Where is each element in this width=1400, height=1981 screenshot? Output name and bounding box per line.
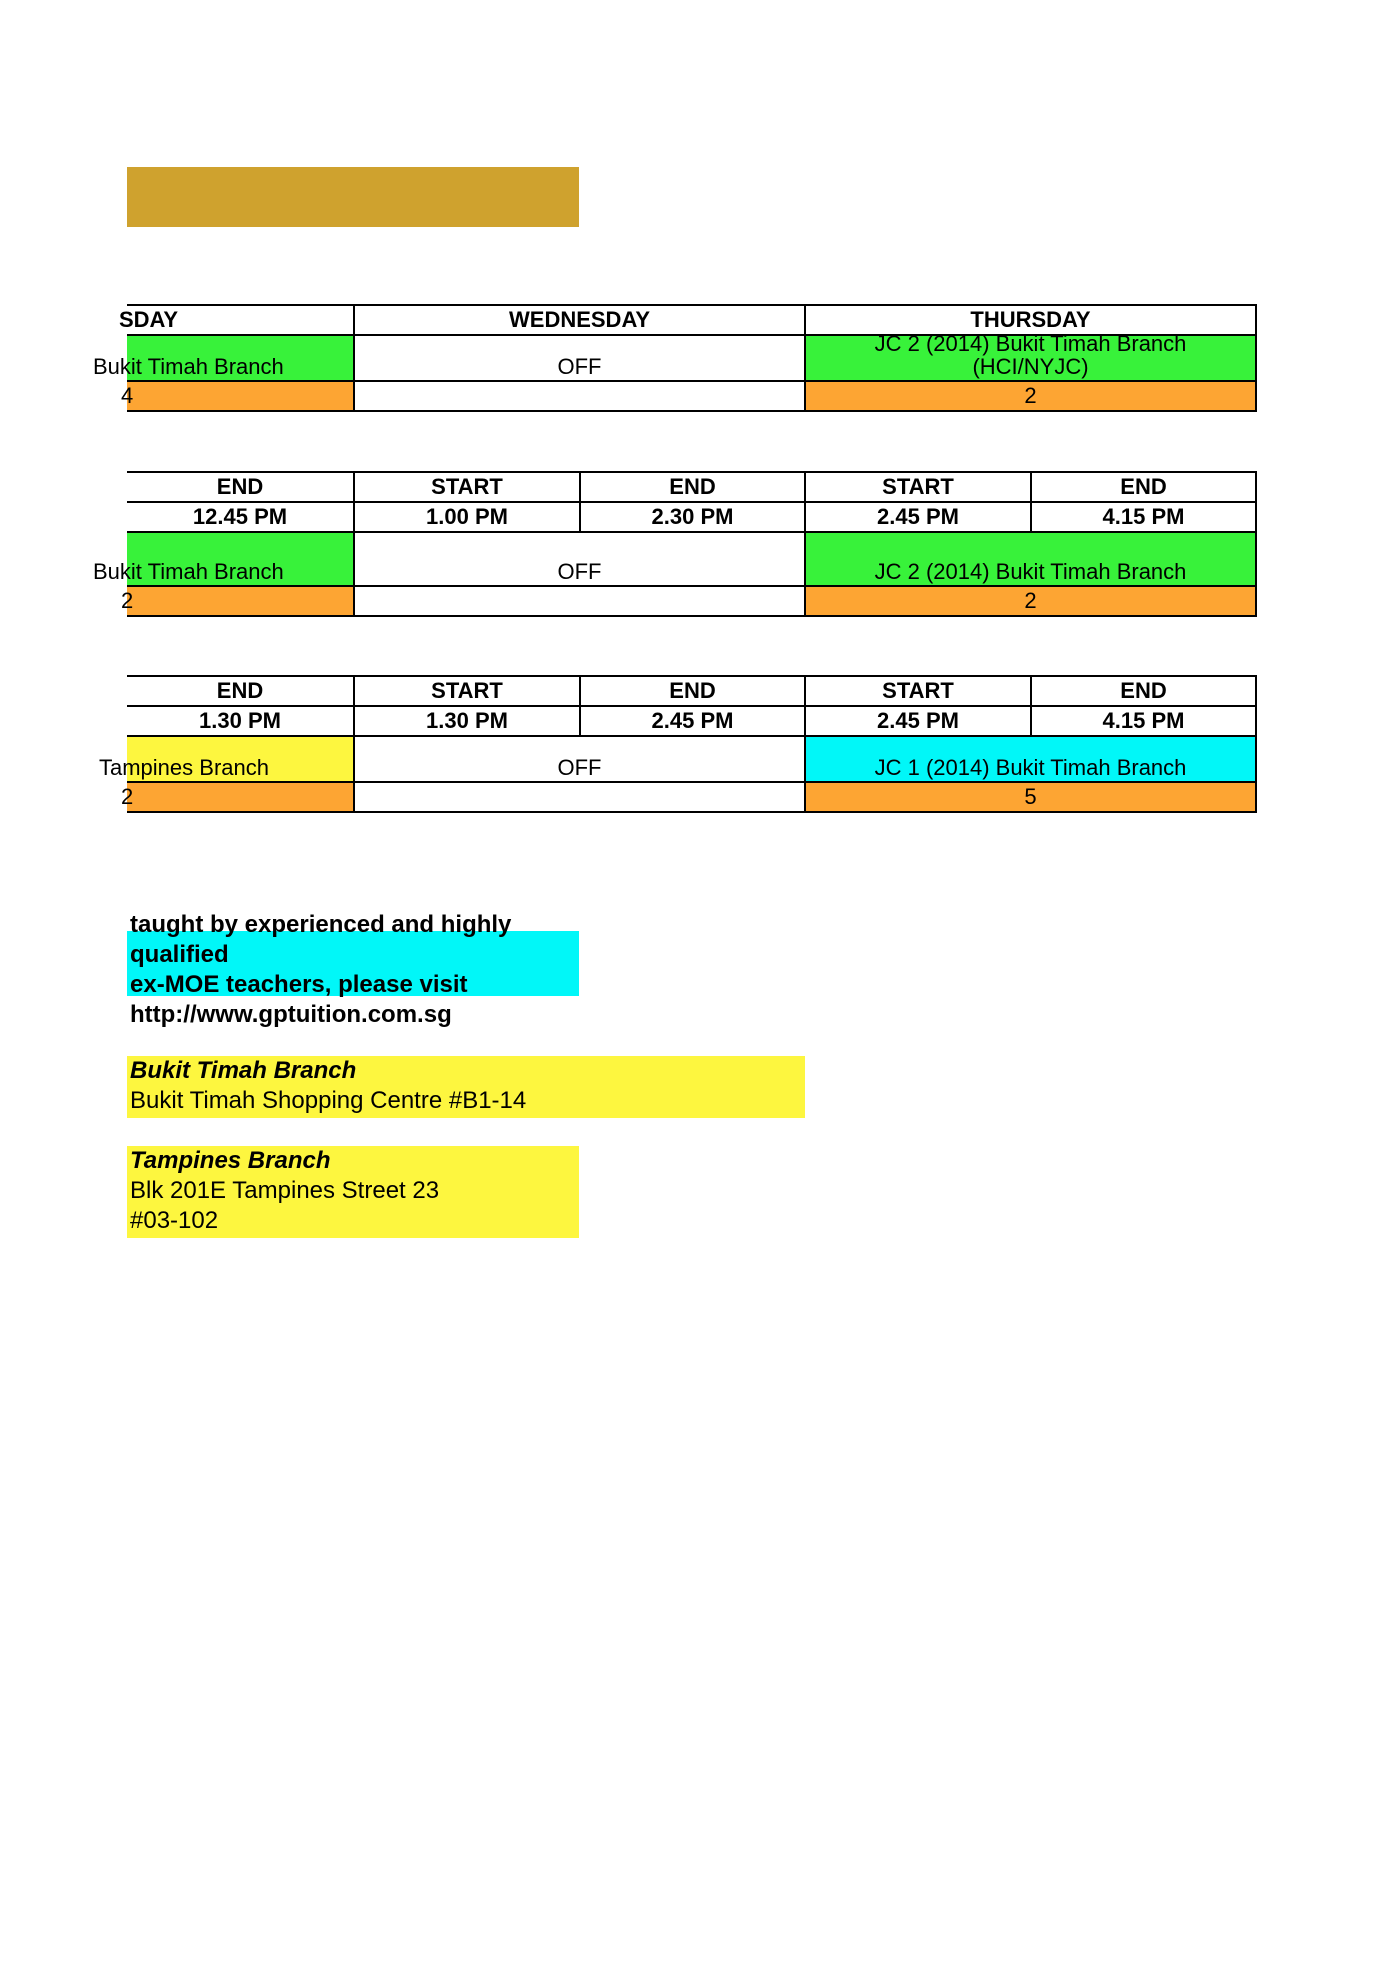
- time-header: END: [1030, 675, 1257, 707]
- time-header: START: [804, 471, 1032, 503]
- day-header-wednesday: WEDNESDAY: [353, 304, 806, 336]
- branch-title: Bukit Timah Branch: [130, 1057, 357, 1084]
- branch-title: Tampines Branch: [130, 1147, 331, 1174]
- count-cell-thursday: 2: [804, 585, 1257, 617]
- branch-address: Blk 201E Tampines Street 23: [130, 1177, 440, 1204]
- count-cell-wednesday: [353, 585, 806, 617]
- time-header: END: [127, 675, 355, 707]
- title-banner: [127, 167, 579, 227]
- day-header-thursday: THURSDAY: [804, 304, 1257, 336]
- class-cell-thursday: JC 2 (2014) Bukit Timah Branch: [804, 531, 1257, 587]
- count-cell-tuesday: 2: [127, 781, 355, 813]
- branch-info-tampines: [127, 1146, 579, 1238]
- promo-box: [127, 911, 579, 1028]
- time-header: END: [1030, 471, 1257, 503]
- count-cell-wednesday: [353, 781, 806, 813]
- time-value: 2.45 PM: [804, 705, 1032, 737]
- promo-line: ex-MOE teachers, please visit: [130, 971, 468, 998]
- promo-line: taught by experienced and highly qualified: [130, 911, 512, 968]
- time-header: END: [127, 471, 355, 503]
- time-header: START: [804, 675, 1032, 707]
- count-cell-tuesday: 4: [127, 380, 355, 412]
- class-cell-tuesday: Tampines Branch: [127, 735, 355, 783]
- branch-info-bukit-timah: [127, 1056, 805, 1118]
- time-value: 2.45 PM: [579, 705, 806, 737]
- time-value: 12.45 PM: [127, 501, 355, 533]
- class-cell-tuesday: Bukit Timah Branch: [127, 334, 355, 382]
- time-header: END: [579, 675, 806, 707]
- branch-address: Bukit Timah Shopping Centre #B1-14: [130, 1087, 527, 1114]
- time-value: 2.45 PM: [804, 501, 1032, 533]
- class-cell-wednesday: OFF: [353, 334, 806, 382]
- day-header-tuesday: SDAY: [127, 304, 355, 336]
- time-value: 1.00 PM: [353, 501, 581, 533]
- time-header: START: [353, 675, 581, 707]
- promo-link[interactable]: http://www.gptuition.com.sg: [130, 1001, 452, 1028]
- count-cell-wednesday: [353, 380, 806, 412]
- class-cell-wednesday: OFF: [353, 531, 806, 587]
- time-header: START: [353, 471, 581, 503]
- class-cell-thursday: JC 2 (2014) Bukit Timah Branch (HCI/NYJC): [804, 334, 1257, 382]
- count-cell-tuesday: 2: [127, 585, 355, 617]
- class-cell-thursday: JC 1 (2014) Bukit Timah Branch: [804, 735, 1257, 783]
- time-value: 2.30 PM: [579, 501, 806, 533]
- count-cell-thursday: 5: [804, 781, 1257, 813]
- time-value: 1.30 PM: [127, 705, 355, 737]
- count-cell-thursday: 2: [804, 380, 1257, 412]
- time-value: 4.15 PM: [1030, 705, 1257, 737]
- time-value: 1.30 PM: [353, 705, 581, 737]
- time-value: 4.15 PM: [1030, 501, 1257, 533]
- class-cell-wednesday: OFF: [353, 735, 806, 783]
- time-header: END: [579, 471, 806, 503]
- class-cell-tuesday: Bukit Timah Branch: [127, 531, 355, 587]
- branch-address: #03-102: [130, 1207, 219, 1234]
